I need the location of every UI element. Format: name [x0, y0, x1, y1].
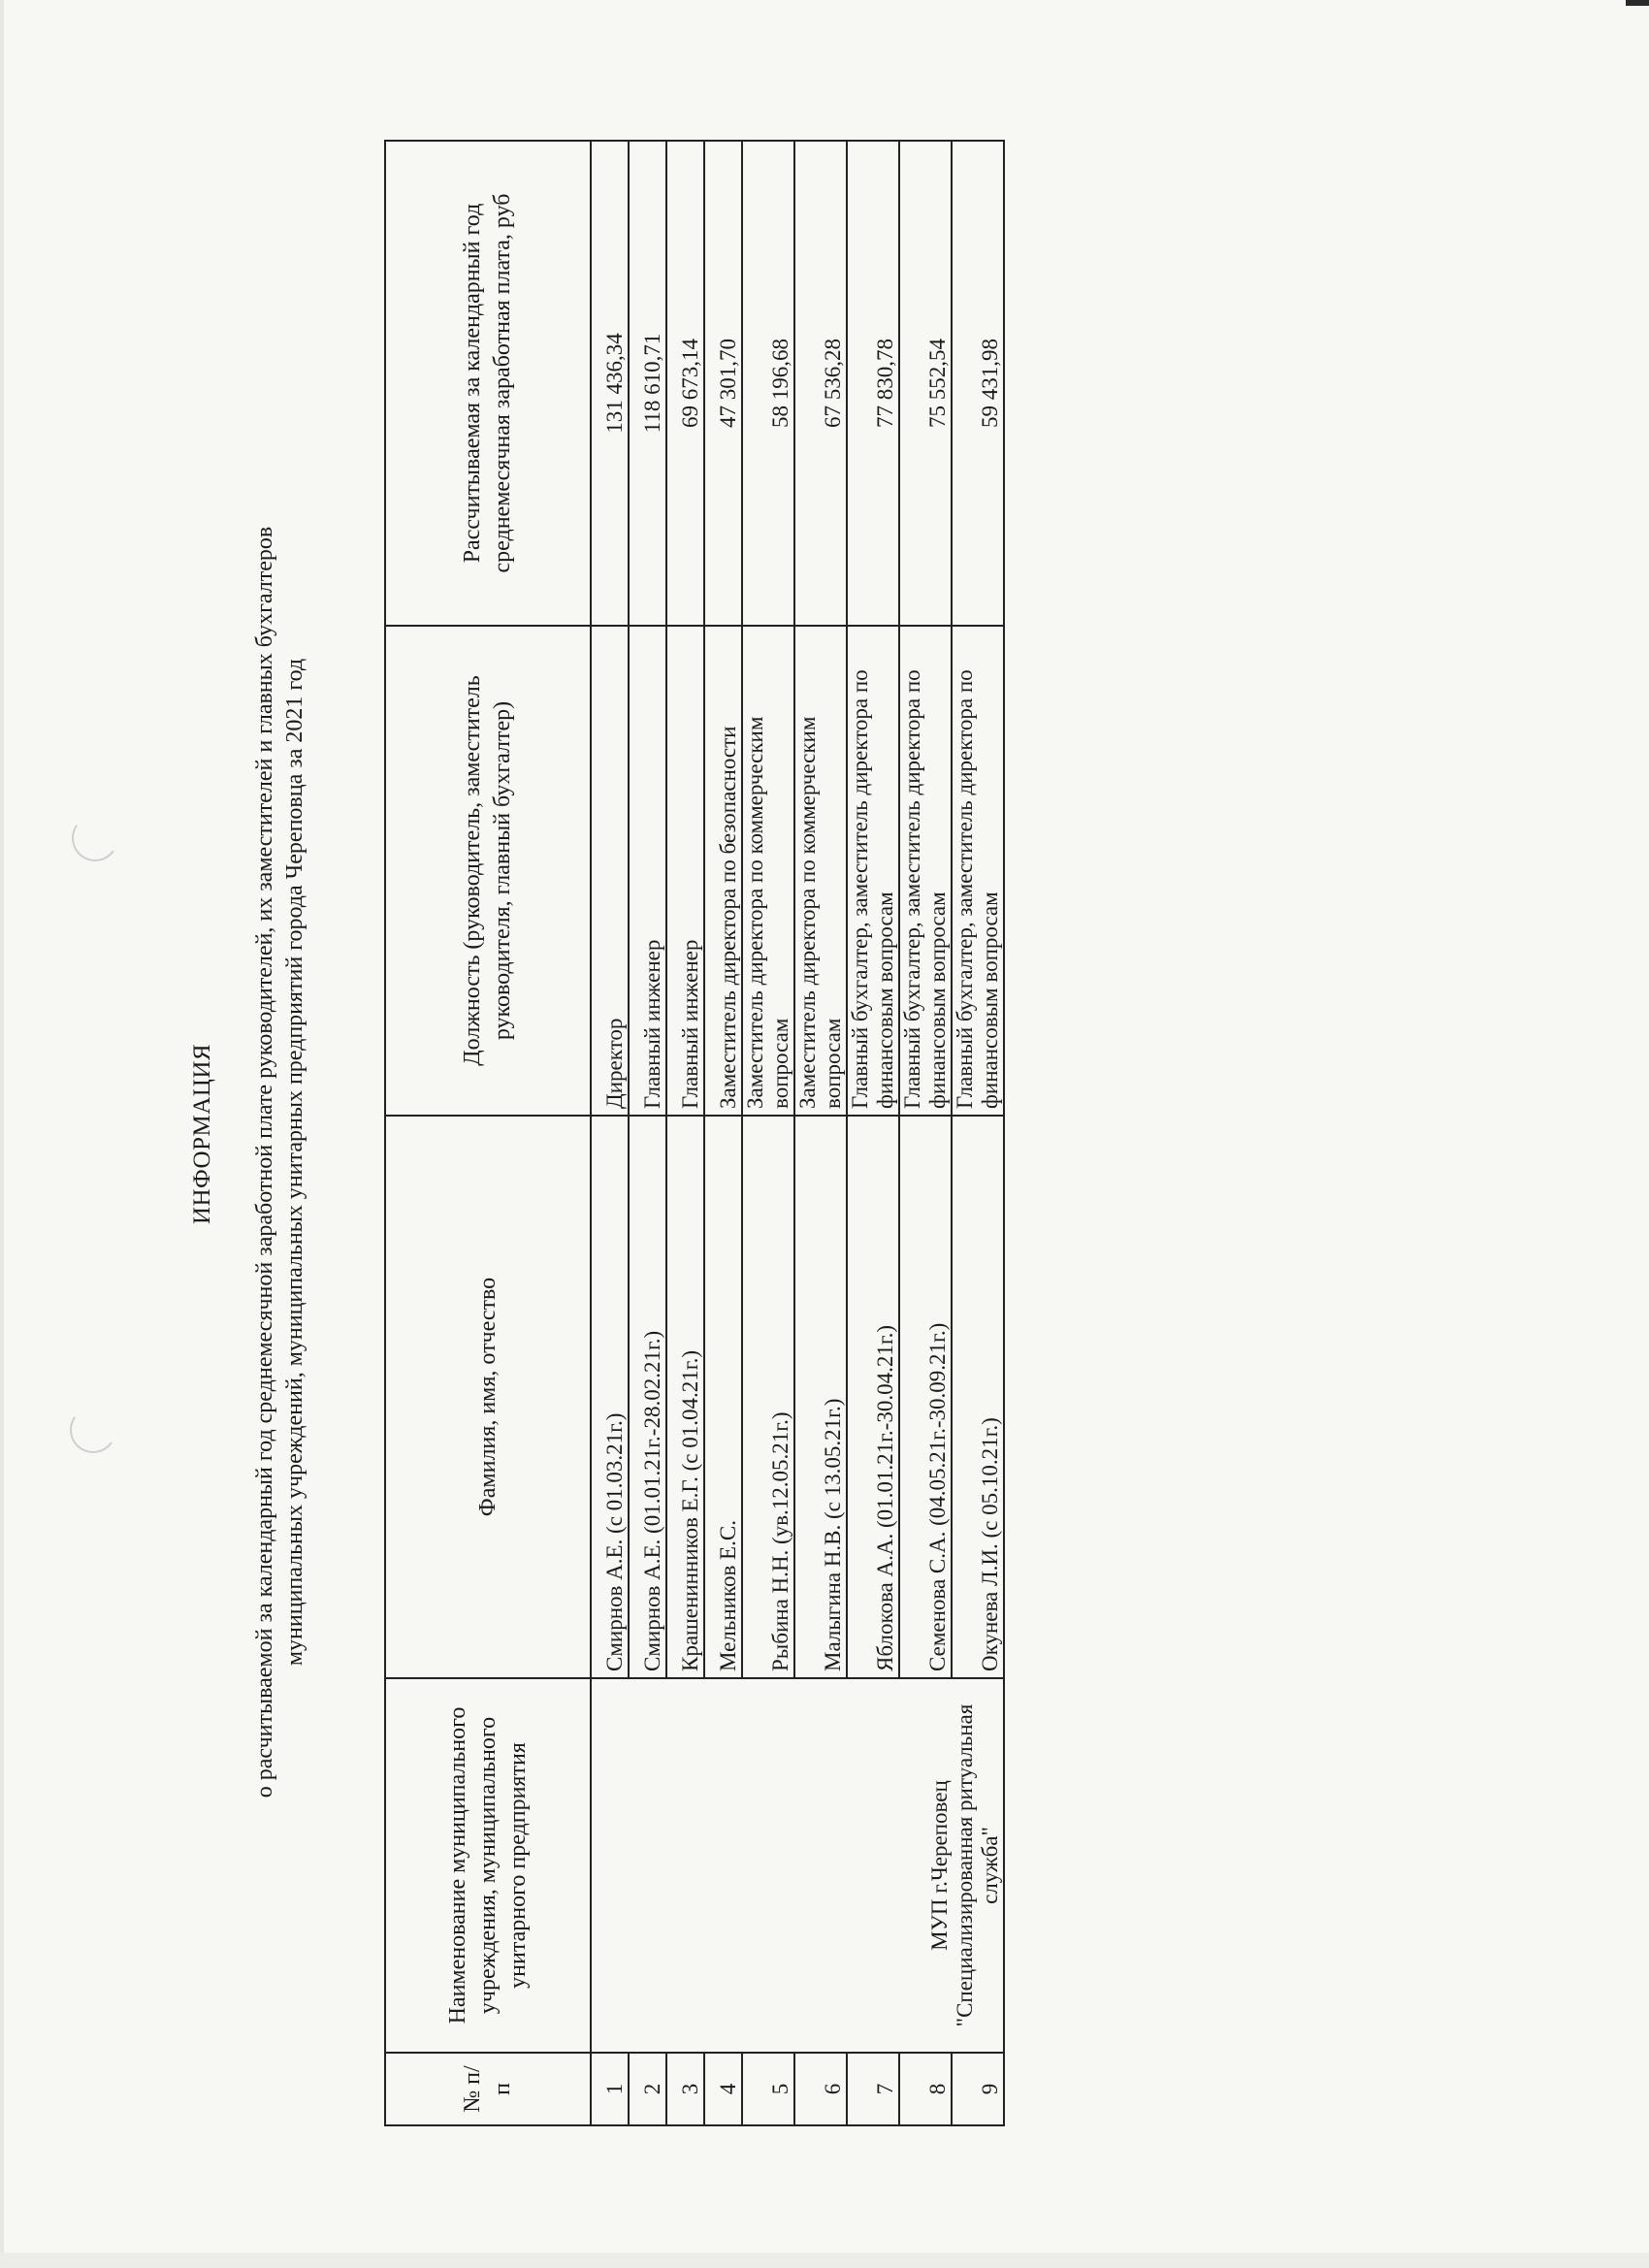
subtitle-line-2: муниципальных учреждений, муниципальных унитарных предприятий города Череповца за 2021 год [282, 658, 307, 1667]
row-position: Главный бухгалтер, заместитель директора по финансовым вопросам [847, 626, 899, 1116]
row-num: 4 [704, 2053, 742, 2125]
row-name: Крашенинников Е.Г. (с 01.04.21г.) [666, 1116, 704, 1678]
row-position: Главный инженер [629, 626, 666, 1116]
row-position: Главный бухгалтер, заместитель директора по финансовым вопросам [899, 626, 952, 1116]
row-salary: 58 196,68 [742, 141, 794, 626]
row-num: 3 [666, 2053, 704, 2125]
row-name: Рыбина Н.Н. (ув.12.05.21г.) [742, 1116, 794, 1678]
row-name: Смирнов А.Е. (01.01.21г.-28.02.21г.) [629, 1116, 666, 1678]
row-position: Главный бухгалтер, заместитель директора по финансовым вопросам [952, 626, 1004, 1116]
row-salary: 75 552,54 [899, 141, 952, 626]
row-salary: 67 536,28 [794, 141, 847, 626]
row-salary: 59 431,98 [952, 141, 1004, 626]
header-num: № п/п [385, 2053, 591, 2125]
row-salary: 131 436,34 [591, 141, 629, 626]
subtitle-line-1: о расчитываемой за календарный год среднемесячной заработной плате руководителей, их заместителей и главных бухгалтеров [252, 526, 277, 1798]
table-header-row [385, 141, 591, 2125]
row-position: Заместитель директора по коммерческим вопросам [742, 626, 794, 1116]
row-salary: 69 673,14 [666, 141, 704, 626]
row-position: Заместитель директора по коммерческим вопросам [794, 626, 847, 1116]
row-name: Малыгина Н.В. (с 13.05.21г.) [794, 1116, 847, 1678]
row-num: 6 [794, 2053, 847, 2125]
row-name: Окунева Л.И. (с 05.10.21г.) [952, 1116, 1004, 1678]
organization-name: МУП г.Череповец "Специализированная ритуальная служба" [591, 1678, 1004, 2053]
row-num: 5 [742, 2053, 794, 2125]
row-num: 8 [899, 2053, 952, 2125]
document-subtitle [250, 173, 310, 2152]
document-title: ИНФОРМАЦИЯ [189, 1043, 215, 1225]
row-num: 9 [952, 2053, 1004, 2125]
row-num: 7 [847, 2053, 899, 2125]
row-position: Заместитель директора по безопасности [704, 626, 742, 1116]
row-salary: 77 830,78 [847, 141, 899, 626]
row-position: Директор [591, 626, 629, 1116]
table-row [591, 141, 629, 2125]
header-name: Фамилия, имя, отчество [385, 1116, 591, 1678]
row-name: Мельников Е.С. [704, 1116, 742, 1678]
header-position: Должность (руководитель, заместитель руководителя, главный бухгалтер) [385, 626, 591, 1116]
row-name: Смирнов А.Е. (с 01.03.21г.) [591, 1116, 629, 1678]
row-num: 1 [591, 2053, 629, 2125]
row-num: 2 [629, 2053, 666, 2125]
row-name: Яблокова А.А. (01.01.21г.-30.04.21г.) [847, 1116, 899, 1678]
row-name: Семенова С.А. (04.05.21г.-30.09.21г.) [899, 1116, 952, 1678]
row-salary: 118 610,71 [629, 141, 666, 626]
header-organization: Наименование муниципального учреждения, муниципального унитарного предприятия [385, 1678, 591, 2053]
salary-table [384, 140, 1005, 2126]
row-position: Главный инженер [666, 626, 704, 1116]
row-salary: 47 301,70 [704, 141, 742, 626]
header-salary: Рассчитываемая за календарный год среднемесячная заработная плата, руб [385, 141, 591, 626]
